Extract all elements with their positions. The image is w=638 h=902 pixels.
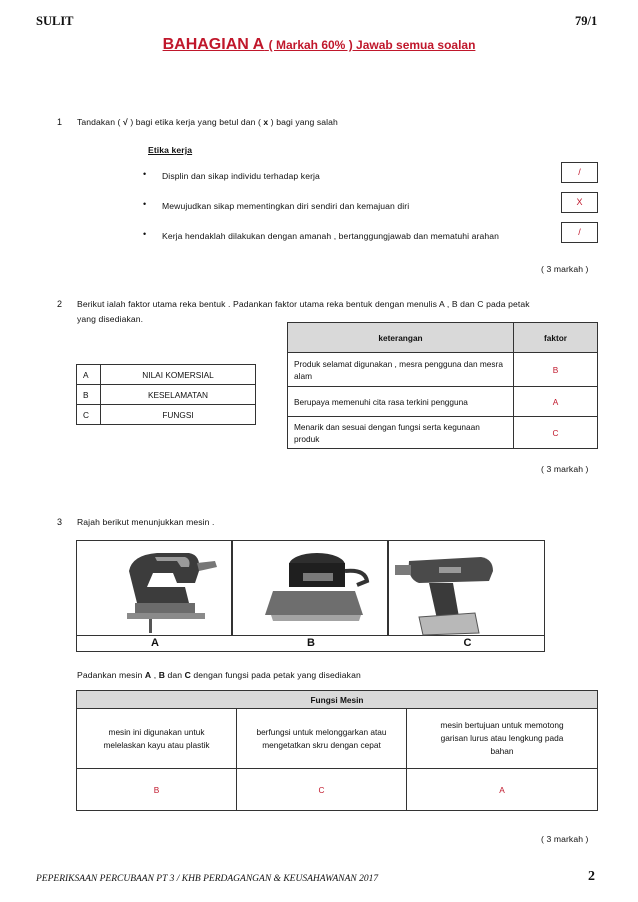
section-title-main: BAHAGIAN A [162,36,265,53]
table-cell: B [77,385,101,405]
table-cell: NILAI KOMERSIAL [101,365,256,385]
page-number: 2 [588,869,595,884]
table-cell: mesin ini digunakan untuk melelaskan kayu atau plastik [77,709,237,769]
jigsaw-icon [77,541,233,637]
image-label-row [76,636,545,652]
table-header-row [288,323,598,353]
cordless-drill-icon [389,541,546,637]
header-right: 79/1 [575,14,598,28]
section-title-rest: ( Markah 60% ) Jawab semua soalan [268,38,476,52]
table-cell: A [77,365,101,385]
table-row [77,365,256,385]
q1-item-1: Displin dan sikap individu terhadap kerja [162,171,320,181]
answer-cell[interactable]: B [514,353,598,387]
table-cell: C [77,405,101,425]
footer-text: PEPERIKSAAN PERCUBAAN PT 3 / KHB PERDAGANGAN & KEUSAHAWANAN 2017 [36,874,379,884]
table-cell: berfungsi untuk melonggarkan atau mengetatkan skru dengan cepat [237,709,407,769]
q3-prompt: Rajah berikut menunjukkan mesin . [77,517,215,527]
answer-cell[interactable]: C [514,417,598,449]
table-cell: Berupaya memenuhi cita rasa terkini pengguna [288,387,514,417]
answer-cell[interactable]: C [237,769,407,811]
q3-match-prompt: Padankan mesin A , B dan C dengan fungsi pada petak yang disediakan [77,670,361,680]
sander-icon [233,541,389,637]
q1-answer-2[interactable]: X [561,192,598,213]
q2-factor-table [76,364,256,425]
table-header: Fungsi Mesin [77,691,598,709]
image-label-c: C [463,637,472,649]
table-row [288,353,598,387]
table-row [288,417,598,449]
q2-description-table [287,322,598,449]
answer-cell[interactable]: B [77,769,237,811]
q2-prompt-line2: yang disediakan. [77,314,144,324]
q1-answer-1[interactable]: / [561,162,598,183]
table-cell: KESELAMATAN [101,385,256,405]
image-label-b: B [307,637,315,649]
table-header: faktor [514,323,598,353]
bullet-icon: • [143,169,147,179]
q1-number: 1 [57,117,63,127]
answer-cell[interactable]: A [514,387,598,417]
answer-cell[interactable]: A [407,769,598,811]
table-row [77,405,256,425]
q1-item-3: Kerja hendaklah dilakukan dengan amanah , bertanggungjawab dan mematuhi arahan [162,231,499,241]
table-row [77,769,598,811]
table-header: keterangan [288,323,514,353]
q1-answer-3[interactable]: / [561,222,598,243]
q2-marks: ( 3 markah ) [541,464,589,474]
bullet-icon: • [143,229,147,239]
q2-prompt-line1: Berikut ialah faktor utama reka bentuk . Padankan faktor utama reka bentuk dengan menulis A , B dan C pada petak [77,299,530,309]
table-cell: FUNGSI [101,405,256,425]
machine-image-c [388,540,545,636]
machine-image-b [232,540,388,636]
image-label-a: A [151,637,159,649]
q3-function-table [76,690,598,811]
header-left: SULIT [36,14,74,28]
q1-prompt: Tandakan ( √ ) bagi etika kerja yang betul dan ( x ) bagi yang salah [77,117,338,127]
table-cell: Produk selamat digunakan , mesra pengguna dan mesra alam [288,353,514,387]
q2-number: 2 [57,299,63,309]
q3-marks: ( 3 markah ) [541,834,589,844]
table-cell: Menarik dan sesuai dengan fungsi serta kegunaan produk [288,417,514,449]
machine-image-a [76,540,232,636]
section-title [0,36,638,54]
table-header-row [77,691,598,709]
q1-marks: ( 3 markah ) [541,264,589,274]
table-row [77,709,598,769]
bullet-icon: • [143,199,147,209]
table-row [288,387,598,417]
table-row [77,385,256,405]
q1-subtitle: Etika kerja [148,145,193,155]
q3-number: 3 [57,517,63,527]
table-cell: mesin bertujuan untuk memotong garisan lurus atau lengkung pada bahan [407,709,598,769]
q1-item-2: Mewujudkan sikap mementingkan diri sendiri dan kemajuan diri [162,201,410,211]
